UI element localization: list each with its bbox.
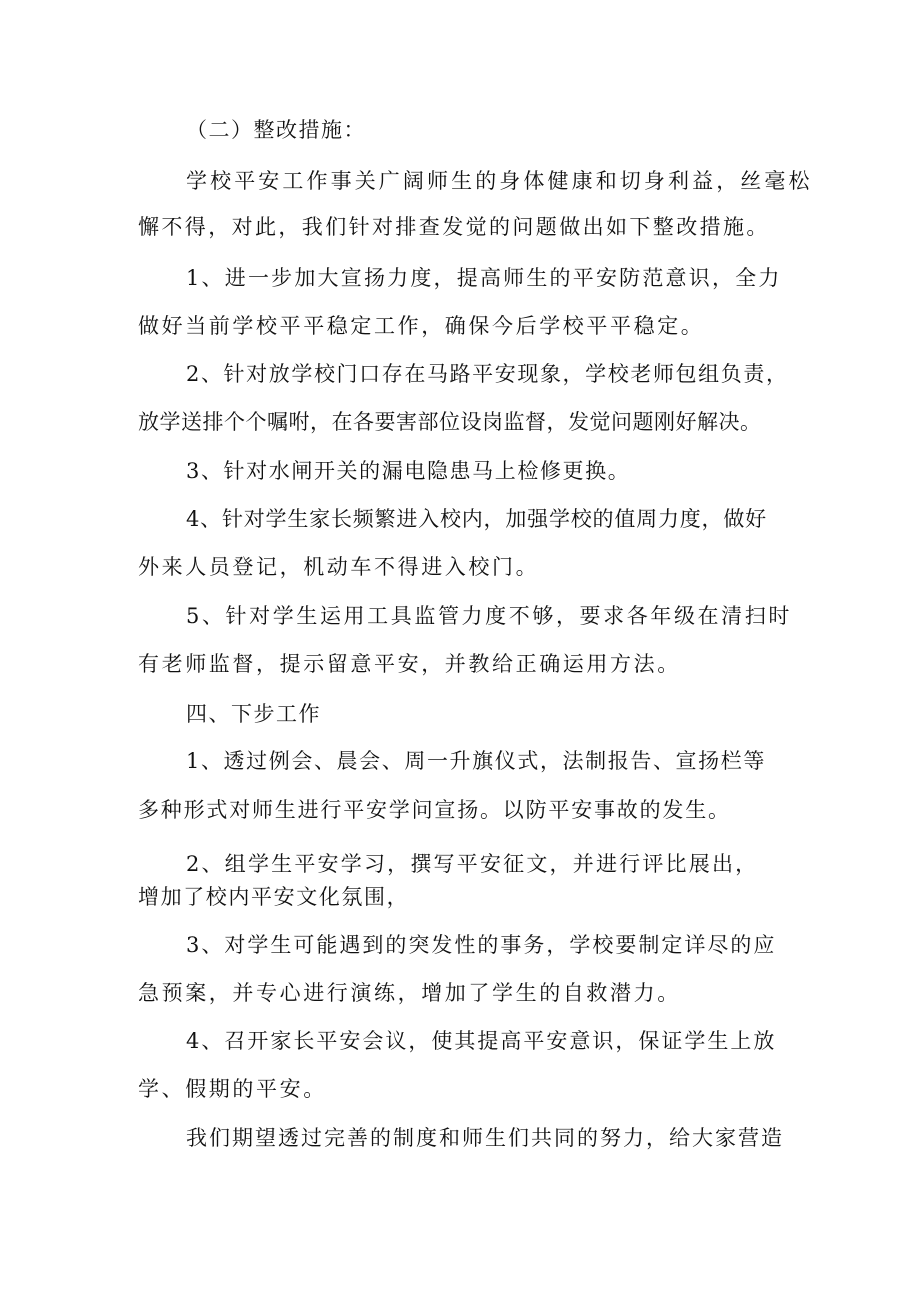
- paragraph-line: 学校平安工作事关广阔师生的身体健康和切身利益，丝毫松: [186, 169, 813, 193]
- paragraph-line: 放学送排个个嘱咐，在各要害部位设岗监督，发觉问题刚好解决。: [138, 410, 762, 434]
- paragraph-line: 2、针对放学校门口存在马路平安现象，学校老师包组负责，: [186, 362, 789, 386]
- paragraph-line: 3、对学生可能遇到的突发性的事务，学校要制定详尽的应: [186, 933, 777, 957]
- paragraph-line: 学、假期的平安。: [138, 1077, 327, 1101]
- section-heading: 四、下步工作: [186, 702, 321, 726]
- paragraph-line: 5、针对学生运用工具监管力度不够，要求各年级在清扫时: [186, 604, 792, 628]
- paragraph-line: 4、召开家长平安会议，使其提高平安意识，保证学生上放: [186, 1029, 777, 1053]
- paragraph-line: 多种形式对师生进行平安学问宣扬。以防平安事故的发生。: [138, 798, 731, 822]
- paragraph-line: 1、进一步加大宣扬力度，提高师生的平安防范意识，全力: [186, 266, 782, 290]
- paragraph-line: 2、组学生平安学习，撰写平安征文，并进行评比展出，: [186, 852, 759, 876]
- paragraph-line: 1、透过例会、晨会、周一升旗仪式，法制报告、宣扬栏等: [186, 749, 766, 773]
- paragraph-line: 有老师监督，提示留意平安，并教给正确运用方法。: [138, 652, 681, 676]
- paragraph-line: 外来人员登记，机动车不得进入校门。: [138, 555, 540, 579]
- paragraph-line: 急预案，并专心进行演练，增加了学生的自救潜力。: [138, 981, 681, 1005]
- paragraph-line: 做好当前学校平平稳定工作，确保今后学校平平稳定。: [138, 314, 705, 338]
- paragraph-line: 懈不得，对此，我们针对排查发觉的问题做出如下整改措施。: [138, 215, 770, 239]
- paragraph-line: 3、针对水闸开关的漏电隐患马上检修更换。: [186, 459, 631, 483]
- paragraph-line: 我们期望透过完善的制度和师生们共同的努力，给大家营造: [186, 1126, 784, 1150]
- paragraph-line: 4、针对学生家长频繁进入校内，加强学校的值周力度，做好: [186, 507, 767, 531]
- section-heading: （二）整改措施：: [186, 118, 366, 142]
- paragraph-line: 增加了校内平安文化氛围，: [138, 885, 410, 909]
